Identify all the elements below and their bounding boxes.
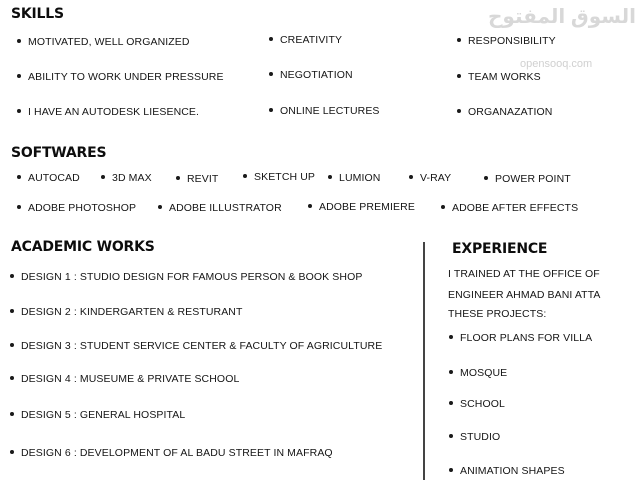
software-item: 3D MAX xyxy=(101,172,152,184)
experience-project: SCHOOL xyxy=(449,398,505,410)
software-item: ADOBE PHOTOSHOP xyxy=(17,202,136,214)
academic-item: DESIGN 2 : KINDERGARTEN & RESTURANT xyxy=(10,306,243,318)
bullet-icon xyxy=(308,204,312,208)
skill-item: ONLINE LECTURES xyxy=(269,105,380,117)
experience-intro-line: THESE PROJECTS: xyxy=(448,308,547,320)
bullet-icon xyxy=(457,38,461,42)
software-item: SKETCH UP xyxy=(243,171,315,183)
skill-item: I HAVE AN AUTODESK LIESENCE. xyxy=(17,106,199,118)
opensooq-watermark xyxy=(488,4,638,76)
bullet-icon xyxy=(457,74,461,78)
bullet-icon xyxy=(17,175,21,179)
skill-item: CREATIVITY xyxy=(269,34,342,46)
bullet-icon xyxy=(158,205,162,209)
software-item: LUMION xyxy=(328,172,380,184)
watermark-domain: opensooq.com xyxy=(520,58,593,70)
bullet-icon xyxy=(449,468,453,472)
bullet-icon xyxy=(17,74,21,78)
academic-item: DESIGN 5 : GENERAL HOSPITAL xyxy=(10,409,185,421)
watermark-brand: السوق المفتوح xyxy=(488,6,636,28)
software-item: POWER POINT xyxy=(484,173,571,185)
bullet-icon xyxy=(17,109,21,113)
experience-intro-line: ENGINEER AHMAD BANI ATTA xyxy=(448,289,601,301)
bullet-icon xyxy=(328,175,332,179)
software-item: ADOBE PREMIERE xyxy=(308,201,415,213)
skill-item: RESPONSIBILITY xyxy=(457,35,556,47)
column-divider xyxy=(423,242,425,480)
experience-project: MOSQUE xyxy=(449,367,507,379)
bullet-icon xyxy=(449,434,453,438)
experience-heading: EXPERIENCE xyxy=(452,241,548,257)
skill-item: NEGOTIATION xyxy=(269,69,353,81)
academic-item: DESIGN 3 : STUDENT SERVICE CENTER & FACULTY OF AGRICULTURE xyxy=(10,340,382,352)
bullet-icon xyxy=(176,176,180,180)
bullet-icon xyxy=(449,401,453,405)
software-item: V-RAY xyxy=(409,172,451,184)
bullet-icon xyxy=(441,205,445,209)
bullet-icon xyxy=(10,274,14,278)
experience-project: ANIMATION SHAPES xyxy=(449,465,565,477)
bullet-icon xyxy=(269,72,273,76)
experience-project: FLOOR PLANS FOR VILLA xyxy=(449,332,592,344)
bullet-icon xyxy=(101,175,105,179)
skill-item: ABILITY TO WORK UNDER PRESSURE xyxy=(17,71,224,83)
bullet-icon xyxy=(449,335,453,339)
experience-intro-line: I TRAINED AT THE OFFICE OF xyxy=(448,268,600,280)
bullet-icon xyxy=(243,174,247,178)
skill-item: ORGANAZATION xyxy=(457,106,552,118)
academic-item: DESIGN 4 : MUSEUME & PRIVATE SCHOOL xyxy=(10,373,239,385)
bullet-icon xyxy=(17,39,21,43)
bullet-icon xyxy=(10,376,14,380)
skills-heading: SKILLS xyxy=(11,6,64,22)
experience-project: STUDIO xyxy=(449,431,500,443)
bullet-icon xyxy=(10,343,14,347)
bullet-icon xyxy=(484,176,488,180)
bullet-icon xyxy=(10,450,14,454)
skill-item: MOTIVATED, WELL ORGANIZED xyxy=(17,36,190,48)
software-item: AUTOCAD xyxy=(17,172,80,184)
bullet-icon xyxy=(10,309,14,313)
bullet-icon xyxy=(269,37,273,41)
bullet-icon xyxy=(10,412,14,416)
bullet-icon xyxy=(449,370,453,374)
academic-works-heading: ACADEMIC WORKS xyxy=(11,239,155,255)
academic-item: DESIGN 1 : STUDIO DESIGN FOR FAMOUS PERSON & BOOK SHOP xyxy=(10,271,362,283)
bullet-icon xyxy=(269,108,273,112)
software-item: ADOBE ILLUSTRATOR xyxy=(158,202,282,214)
bullet-icon xyxy=(409,175,413,179)
skill-item: TEAM WORKS xyxy=(457,71,541,83)
software-item: REVIT xyxy=(176,173,218,185)
bullet-icon xyxy=(17,205,21,209)
softwares-heading: SOFTWARES xyxy=(11,145,107,161)
bullet-icon xyxy=(457,109,461,113)
software-item: ADOBE AFTER EFFECTS xyxy=(441,202,578,214)
academic-item: DESIGN 6 : DEVELOPMENT OF AL BADU STREET IN MAFRAQ xyxy=(10,447,333,459)
